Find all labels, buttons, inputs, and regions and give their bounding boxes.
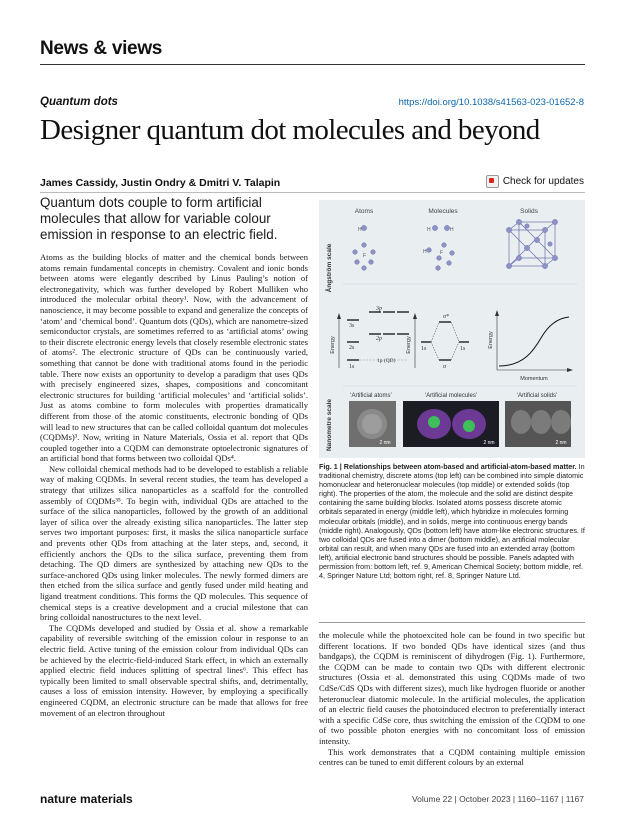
svg-text:H: H bbox=[358, 227, 362, 233]
body-column-2 bbox=[319, 630, 585, 804]
level-1p-qd: 1p (QD) bbox=[377, 358, 396, 364]
svg-text:F: F bbox=[440, 250, 444, 256]
body-column-1 bbox=[40, 252, 308, 807]
panel-label-molecules: ‘Artificial molecules’ bbox=[424, 393, 478, 399]
svg-text:F: F bbox=[363, 253, 367, 259]
micrograph-solids bbox=[505, 401, 571, 447]
momentum-label: Momentum bbox=[520, 376, 548, 382]
level-2s: 2s bbox=[349, 345, 355, 351]
scalebar-label: 2 nm bbox=[483, 440, 495, 446]
check-updates-label: Check for updates bbox=[502, 176, 584, 187]
figure-caption bbox=[319, 462, 585, 580]
mo-1s-right: 1s bbox=[460, 346, 466, 352]
caption-text: In traditional chemistry, discrete atoms (top left) can be combined into simple diatomic homonuclear and heteronuclear molecules (top middle) or extended solids (top right). The properties of the atom, the molecule and the solid are distinct despite containing the same building blocks. Isolated atoms possess discrete atomic orbitals separated in energy (middle left), which hybridize in molecules forming molecular orbitals (middle), and in solids, merge into continuous energy bands (middle right). Analogously, QDs (bottom left) have atom-like electronic structures. If two colloidal QDs are fused into a dimer (bottom middle), an artificial molecular orbital can result, and when many QDs are fused into an extended array (bottom left), artificial electronic band structures should be possible. Panels adapted with permission from: bottom left, ref. 9, American Chemical Society; bottom middle, ref. 4, Springer Nature Ltd; bottom right, ref. 8, Springer Nature Ltd. bbox=[319, 462, 585, 581]
paragraph: This work demonstrates that a CQDM containing multiple emission centres can be tuned to emit different colours by an external bbox=[319, 746, 585, 768]
check-updates-button[interactable] bbox=[486, 175, 584, 188]
col-atoms: Atoms bbox=[354, 208, 374, 215]
caption-rule bbox=[319, 622, 585, 623]
check-updates-icon bbox=[486, 175, 499, 188]
level-3s: 3s bbox=[349, 323, 355, 329]
authors: James Cassidy, Justin Ondry & Dmitri V. Talapin bbox=[40, 177, 281, 189]
micrograph-molecules bbox=[403, 401, 499, 447]
level-2p: 2p bbox=[376, 336, 382, 342]
col-molecules: Molecules bbox=[428, 208, 458, 215]
volume-info: Volume 22 | October 2023 | 1160–1167 | 1167 bbox=[411, 794, 584, 804]
doi-link[interactable]: https://doi.org/10.1038/s41563-023-01652-8 bbox=[398, 97, 584, 108]
svg-text:H: H bbox=[427, 227, 431, 233]
figure-1 bbox=[319, 200, 585, 458]
micrograph-atoms bbox=[349, 401, 396, 447]
level-1s: 1s bbox=[349, 364, 355, 370]
mo-1s-left: 1s bbox=[421, 346, 427, 352]
energy-label-2: Energy bbox=[406, 336, 412, 354]
level-3p: 3p bbox=[376, 306, 382, 312]
section-label: Quantum dots bbox=[40, 96, 118, 108]
panel-label-solids: ‘Artificial solids’ bbox=[516, 393, 558, 399]
mo-sigma: σ bbox=[443, 364, 447, 370]
scalebar-label: 2 nm bbox=[379, 440, 391, 446]
paragraph: the molecule while the photoexcited hole can be found in two specific but different locations. If two bonded QDs have identical sizes (and thus bandgaps), the CQDM is reminiscent of dihydrogen (Fig. 1). Furthermore, the CQDM can be made to contain two QDs with different electronic structures (Ossia et al. demonstrated this using CQDMs made of two CdSe/CdS QDs with different sizes), much like hydrogen fluoride or another heteronuclear diatomic molecule. In the artificial molecules, the application of an electric field causes the photoinduced electron to preferentially interact with a specific CdSe core, thus switching the emission of the CQDM to one of two possible photon energies with no concomitant loss of emission intensity. bbox=[319, 630, 585, 746]
masthead-rule bbox=[40, 64, 585, 65]
col-solids: Solids bbox=[520, 208, 538, 215]
authors-rule bbox=[40, 192, 585, 193]
scale-label-bottom: Nanometre scale bbox=[326, 398, 333, 452]
paragraph: Atoms as the building blocks of matter and the chemical bonds between atoms remain fundamental concepts in chemistry. Covalent and ionic bonds between atoms were elegantly described by Linus Pauling’s notion of electronegativity, which was further developed by Robert Mulliken who introduced the molecular orbital theory¹. Now, with the advancement of nanoscience, it may become possible to expand and generalize the concepts of ‘atom’ and ‘chemical bond’. Quantum dots (QDs), which are nanometre-sized semiconductor crystals, are sometimes referred to as ‘artificial atoms’ owing to their discrete electronic energy levels that closely resemble electronic states of atoms². The electronic structure of QDs can be continuously varied, something that cannot be done with traditional atoms found in the periodic table. There now exists an opportunity to develop a paradigm that uses QDs with precisely engineered sizes, shapes, compositions and concomitant electronic structures for building ‘artificial molecules’ and ‘artificial solids’. Just as atoms combine to form molecules with properties dramatically different from those of the atomic constituents, electronic bonding of QDs will lead to new structures that can be called colloidal quantum dot molecules (CQDMs)³. Now, writing in Nature Materials, Ossia et al. report that QDs coupled together into a CQDM can demonstrate optoelectronic signatures of an artificial bond that forms between two colloidal QDs⁴. bbox=[40, 252, 308, 464]
energy-label-3: Energy bbox=[488, 331, 494, 349]
paragraph: New colloidal chemical methods had to be developed to establish a reliable way of making CQDMs. In several recent studies, the team has developed a strategy that utilizes silica nanoparticles as a scaffold for the controlled assembly of CQDMs³⁵. To begin with, individual QDs are attached to the surface of the silica nanoparticles, followed by the growth of an additional layer of silica over the already existing silica nanoparticles. The latter step serves two important purposes: first, it masks the silica nanoparticle surface and prevents other QDs from attaching at the later steps, and, second, it efficiently anchors the QDs to the silica surface, preventing them from detaching. The QD dimers are synthesized by attaching new QDs to the surface-anchored QDs using linker molecules. The newly formed dimers are then etched from the silica surface and gently fused under mild heating and ligand treatment conditions. This forms the QD molecules. This sequence of chemical steps is a creative development and a crucial milestone that can bring colloidal nanostructures to the next level. bbox=[40, 463, 308, 623]
panel-label-atoms: ‘Artificial atoms’ bbox=[350, 393, 392, 399]
paragraph: The CQDMs developed and studied by Ossia et al. show a remarkable capability of reversible switching of the emission colour in response to an electric field. Active tuning of the emission colour from individual QDs can be achieved by the electric-field-induced Stark effect, in which an externally applied electric field induces splitting of spectral lines⁶. This effect has typically been limited to small observable spectral shifts, and, detrimentally, causes a loss of emission intensity. However, by employing a specifically engineered CQDM, an electronic structure can be made that allows for free movement of an electron throughout bbox=[40, 622, 308, 718]
svg-text:H: H bbox=[423, 249, 427, 255]
scalebar-label: 2 nm bbox=[555, 440, 567, 446]
scale-label-top: Ångström scale bbox=[326, 243, 333, 293]
mo-sigma-star: σ* bbox=[443, 314, 450, 320]
standfirst: Quantum dots couple to form artificial molecules that allow for variable colour emission in response to an electric field. bbox=[40, 195, 278, 242]
caption-label: Fig. 1 | Relationships between atom-based and artificial-atom-based matter. bbox=[319, 462, 577, 471]
svg-text:H: H bbox=[450, 227, 454, 233]
masthead: News & views bbox=[40, 38, 163, 59]
article-title: Designer quantum dot molecules and beyond bbox=[40, 114, 540, 146]
journal-name: nature materials bbox=[40, 792, 133, 806]
energy-label-1: Energy bbox=[330, 336, 336, 354]
